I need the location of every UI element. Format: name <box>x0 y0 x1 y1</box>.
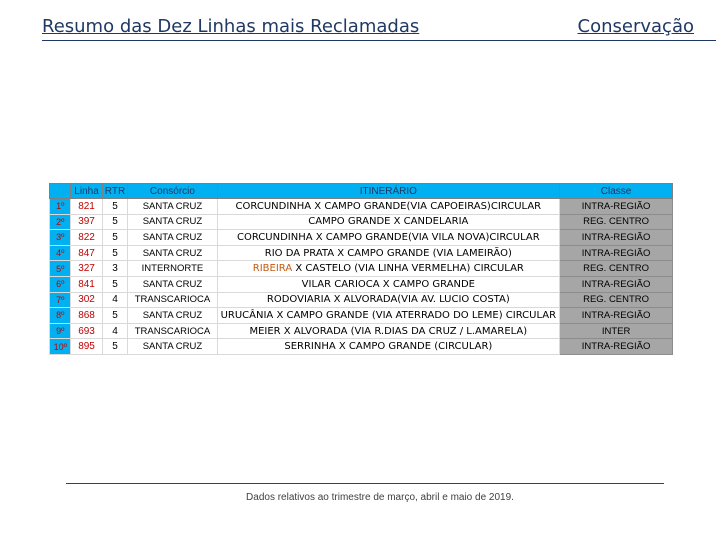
page-header <box>42 16 716 41</box>
column-header-consortium: Consórcio <box>128 184 217 199</box>
line-cell: 693 <box>71 323 102 339</box>
line-cell: 847 <box>71 245 102 261</box>
table-row <box>50 199 673 215</box>
classe-cell: INTER <box>560 323 673 339</box>
table-header-row <box>50 184 673 199</box>
consortium-cell: SANTA CRUZ <box>128 339 217 355</box>
footer-note: Dados relativos ao trimestre de março, abril e maio de 2019. <box>246 492 514 503</box>
rtr-cell: 5 <box>102 339 128 355</box>
route-cell: VILAR CARIOCA X CAMPO GRANDE <box>217 276 560 292</box>
classe-cell: INTRA-REGIÃO <box>560 339 673 355</box>
consortium-cell: SANTA CRUZ <box>128 230 217 246</box>
classe-cell: INTRA-REGIÃO <box>560 245 673 261</box>
column-header-rank <box>50 184 71 199</box>
table-row <box>50 339 673 355</box>
rtr-cell: 5 <box>102 308 128 324</box>
line-cell: 821 <box>71 199 102 215</box>
page-title: Resumo das Dez Linhas mais Reclamadas <box>42 16 420 37</box>
rank-cell: 4º <box>50 245 71 261</box>
complaints-table <box>49 183 673 355</box>
classe-cell: REG. CENTRO <box>560 214 673 230</box>
rank-cell: 8º <box>50 308 71 324</box>
rank-cell: 5º <box>50 261 71 277</box>
route-cell: SERRINHA X CAMPO GRANDE (CIRCULAR) <box>217 339 560 355</box>
table-row <box>50 323 673 339</box>
consortium-cell: SANTA CRUZ <box>128 276 217 292</box>
column-header-route: ITINERÁRIO <box>217 184 560 199</box>
classe-cell: INTRA-REGIÃO <box>560 230 673 246</box>
classe-cell: INTRA-REGIÃO <box>560 199 673 215</box>
table-row <box>50 214 673 230</box>
classe-cell: REG. CENTRO <box>560 292 673 308</box>
rtr-cell: 5 <box>102 230 128 246</box>
rank-cell: 2º <box>50 214 71 230</box>
rtr-cell: 5 <box>102 214 128 230</box>
route-highlight: RIBEIRA <box>252 263 293 275</box>
table-row <box>50 276 673 292</box>
route-cell: CORCUNDINHA X CAMPO GRANDE(VIA VILA NOVA)CIRCULAR <box>217 230 560 246</box>
line-cell: 327 <box>71 261 102 277</box>
table-row <box>50 308 673 324</box>
rank-cell: 3º <box>50 230 71 246</box>
table-row <box>50 230 673 246</box>
consortium-cell: SANTA CRUZ <box>128 245 217 261</box>
route-cell: CAMPO GRANDE X CANDELARIA <box>217 214 560 230</box>
table-row <box>50 261 673 277</box>
consortium-cell: TRANSCARIOCA <box>128 292 217 308</box>
footer-divider <box>66 483 664 484</box>
route-text: X CASTELO (VIA LINHA VERMELHA) CIRCULAR <box>292 263 524 275</box>
line-cell: 302 <box>71 292 102 308</box>
rank-cell: 6º <box>50 276 71 292</box>
line-cell: 822 <box>71 230 102 246</box>
consortium-cell: SANTA CRUZ <box>128 214 217 230</box>
rank-cell: 1º <box>50 199 71 215</box>
line-cell: 895 <box>71 339 102 355</box>
rank-cell: 10º <box>50 339 71 355</box>
rtr-cell: 5 <box>102 245 128 261</box>
rtr-cell: 3 <box>102 261 128 277</box>
line-cell: 397 <box>71 214 102 230</box>
rank-cell: 7º <box>50 292 71 308</box>
rtr-cell: 5 <box>102 276 128 292</box>
section-title: Conservação <box>577 16 694 37</box>
rtr-cell: 4 <box>102 292 128 308</box>
rtr-cell: 5 <box>102 199 128 215</box>
line-cell: 841 <box>71 276 102 292</box>
rank-cell: 9º <box>50 323 71 339</box>
route-cell <box>217 261 560 277</box>
classe-cell: INTRA-REGIÃO <box>560 308 673 324</box>
consortium-cell: INTERNORTE <box>128 261 217 277</box>
classe-cell: INTRA-REGIÃO <box>560 276 673 292</box>
column-header-classe: Classe <box>560 184 673 199</box>
classe-cell: REG. CENTRO <box>560 261 673 277</box>
route-cell: RIO DA PRATA X CAMPO GRANDE (VIA LAMEIRÃO) <box>217 245 560 261</box>
route-cell: MEIER X ALVORADA (VIA R.DIAS DA CRUZ / L.AMARELA) <box>217 323 560 339</box>
table-row <box>50 292 673 308</box>
route-cell: RODOVIARIA X ALVORADA(VIA AV. LUCIO COSTA) <box>217 292 560 308</box>
consortium-cell: TRANSCARIOCA <box>128 323 217 339</box>
column-header-rtr: RTR <box>102 184 128 199</box>
line-cell: 868 <box>71 308 102 324</box>
column-header-line: Linha <box>71 184 102 199</box>
consortium-cell: SANTA CRUZ <box>128 308 217 324</box>
table-row <box>50 245 673 261</box>
route-cell: URUCÂNIA X CAMPO GRANDE (VIA ATERRADO DO LEME) CIRCULAR <box>217 308 560 324</box>
consortium-cell: SANTA CRUZ <box>128 199 217 215</box>
rtr-cell: 4 <box>102 323 128 339</box>
route-cell: CORCUNDINHA X CAMPO GRANDE(VIA CAPOEIRAS)CIRCULAR <box>217 199 560 215</box>
